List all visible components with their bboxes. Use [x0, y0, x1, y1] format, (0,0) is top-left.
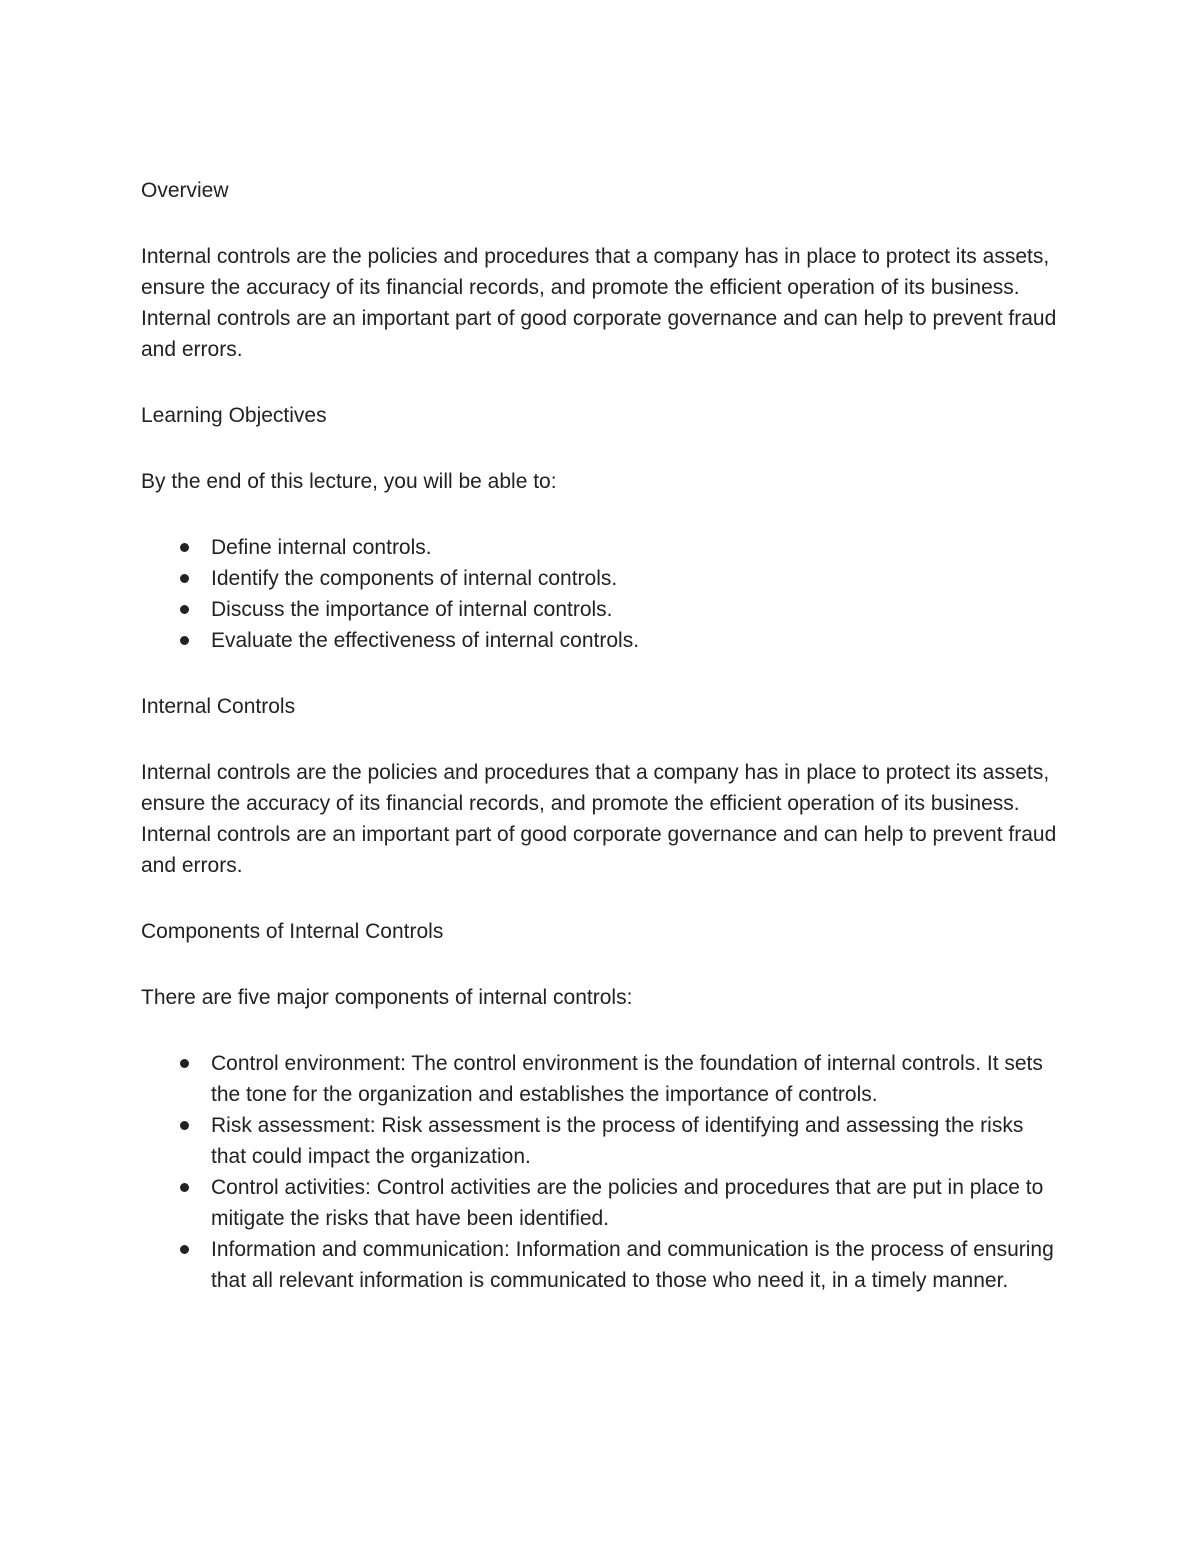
- internal-controls-heading: Internal Controls: [141, 695, 296, 718]
- list-item: [141, 594, 1061, 625]
- list-item-text: Risk assessment: Risk assessment is the process of identifying and assessing the risks that could impact the organization.: [211, 1114, 1024, 1168]
- list-item: [141, 532, 1061, 563]
- bullet-icon: [180, 1121, 189, 1130]
- list-item-text: Control activities: Control activities are the policies and procedures that are put in place to mitigate the risks that have been identified.: [211, 1176, 1044, 1230]
- components-heading: Components of Internal Controls: [141, 920, 444, 943]
- bullet-icon: [180, 543, 189, 552]
- learning-objectives-heading: Learning Objectives: [141, 404, 327, 427]
- objectives-list: [141, 532, 1061, 656]
- overview-paragraph: Internal controls are the policies and procedures that a company has in place to protect its assets, ensure the accuracy of its financial records, and promote the efficient operation of its business. Internal controls are an important part of good corporate governance and can help to prevent fraud and errors.: [141, 245, 1057, 361]
- bullet-icon: [180, 574, 189, 583]
- list-item-text: Information and communication: Information and communication is the process of ensuring that all relevant information is communicated to those who need it, in a timely manner.: [211, 1238, 1054, 1292]
- list-item-text: Define internal controls.: [211, 536, 432, 559]
- bullet-icon: [180, 636, 189, 645]
- components-intro: There are five major components of internal controls:: [141, 986, 633, 1009]
- bullet-icon: [180, 605, 189, 614]
- components-list: [141, 1048, 1061, 1296]
- list-item-text: Identify the components of internal controls.: [211, 567, 618, 590]
- document-page: [141, 175, 1061, 1331]
- list-item: [141, 1234, 1061, 1296]
- bullet-icon: [180, 1183, 189, 1192]
- list-item: [141, 1110, 1061, 1172]
- list-item-text: Evaluate the effectiveness of internal controls.: [211, 629, 640, 652]
- bullet-icon: [180, 1059, 189, 1068]
- list-item: [141, 563, 1061, 594]
- list-item-text: Discuss the importance of internal controls.: [211, 598, 613, 621]
- list-item: [141, 1172, 1061, 1234]
- objectives-intro: By the end of this lecture, you will be able to:: [141, 470, 557, 493]
- internal-controls-paragraph: Internal controls are the policies and procedures that a company has in place to protect its assets, ensure the accuracy of its financial records, and promote the efficient operation of its business. Internal controls are an important part of good corporate governance and can help to prevent fraud and errors.: [141, 761, 1057, 877]
- list-item: [141, 625, 1061, 656]
- bullet-icon: [180, 1245, 189, 1254]
- list-item: [141, 1048, 1061, 1110]
- overview-heading: Overview: [141, 179, 229, 202]
- list-item-text: Control environment: The control environment is the foundation of internal controls. It sets the tone for the organization and establishes the importance of controls.: [211, 1052, 1043, 1106]
